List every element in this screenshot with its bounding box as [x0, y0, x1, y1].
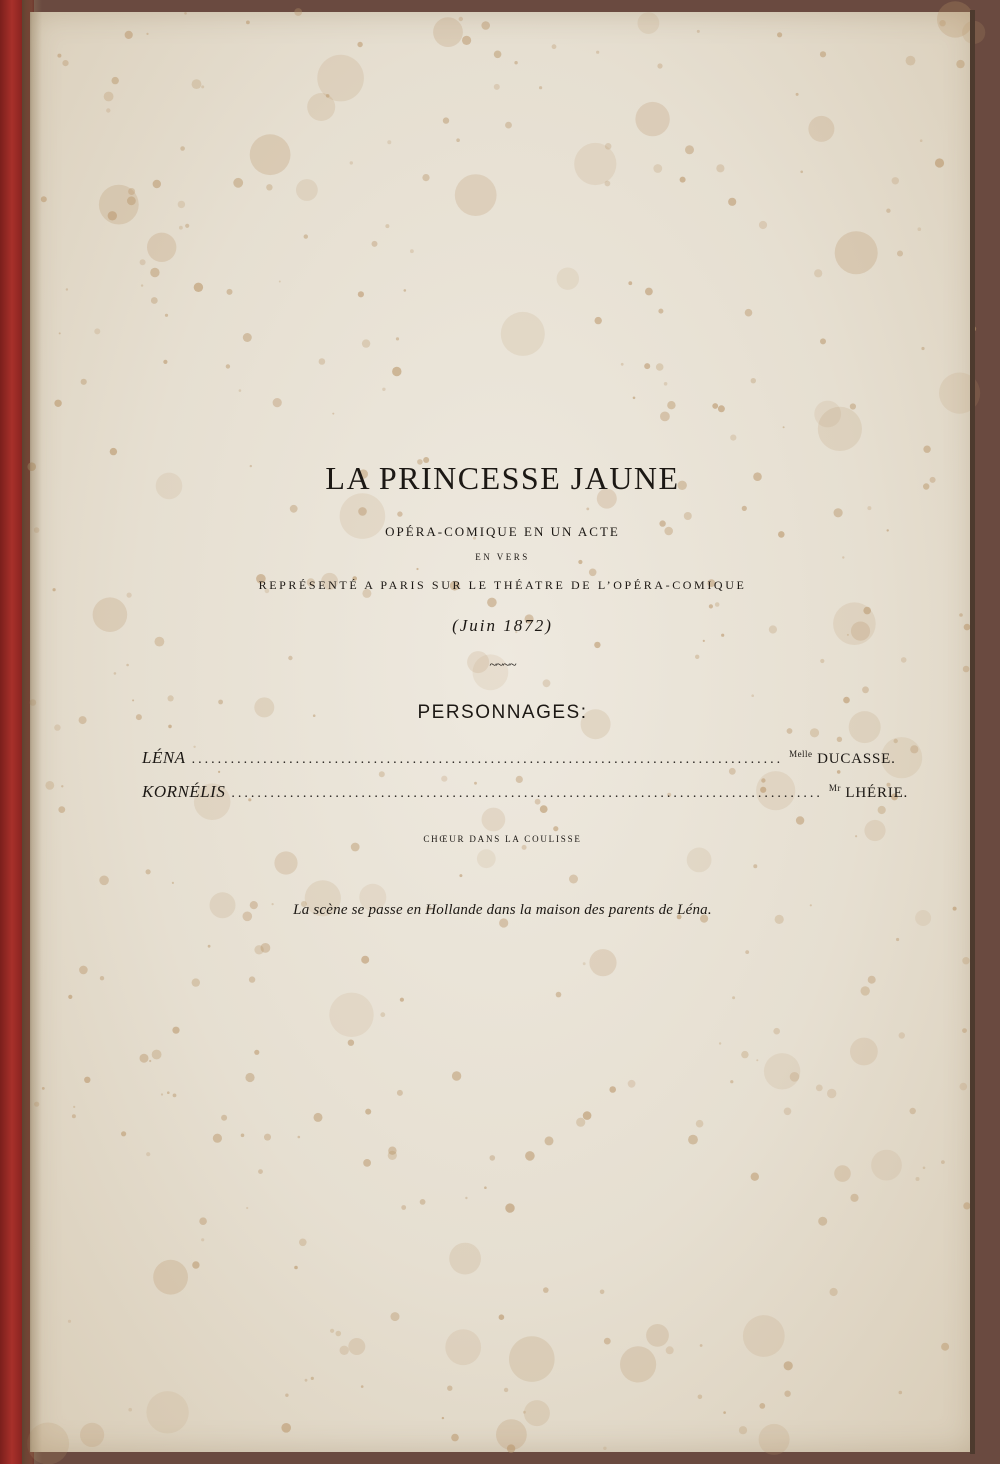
choeur-note: CHŒUR DANS LA COULISSE — [423, 834, 582, 844]
ornament-divider: ~~~~ — [489, 658, 516, 673]
cast-actor-name: DUCASSE. — [817, 751, 896, 767]
cast-row — [142, 748, 896, 772]
cast-role: LÉNA — [142, 748, 186, 767]
cast-actor — [829, 783, 908, 802]
page-content — [30, 12, 975, 1452]
cast-role: KORNÉLIS — [142, 782, 226, 801]
page-title: LA PRINCESSE JAUNE — [325, 460, 680, 496]
page-edge — [970, 10, 975, 1454]
cast-title: Melle — [789, 749, 813, 759]
premiere-date: (Juin 1872) — [452, 616, 553, 635]
cast-actor — [789, 749, 896, 768]
cast-row — [142, 782, 909, 806]
book-page — [30, 12, 975, 1452]
dot-leader: ........................................................................................... — [231, 786, 823, 801]
subtitle: OPÉRA-COMIQUE EN UN ACTE — [385, 524, 620, 539]
en-vers-label: EN VERS — [475, 552, 530, 562]
cast-title: Mr — [828, 783, 841, 793]
cast-actor-name: LHÉRIE. — [845, 785, 909, 801]
performance-note: REPRÉSENTÉ A PARIS SUR LE THÉATRE DE L’OPÉRA-COMIQUE — [258, 578, 747, 592]
personnages-heading: PERSONNAGES: — [417, 702, 588, 723]
scene-note: La scène se passe en Hollande dans la maison des parents de Léna. — [293, 902, 712, 918]
dot-leader: ........................................................................................... — [191, 752, 784, 767]
page-gutter — [22, 0, 42, 1464]
